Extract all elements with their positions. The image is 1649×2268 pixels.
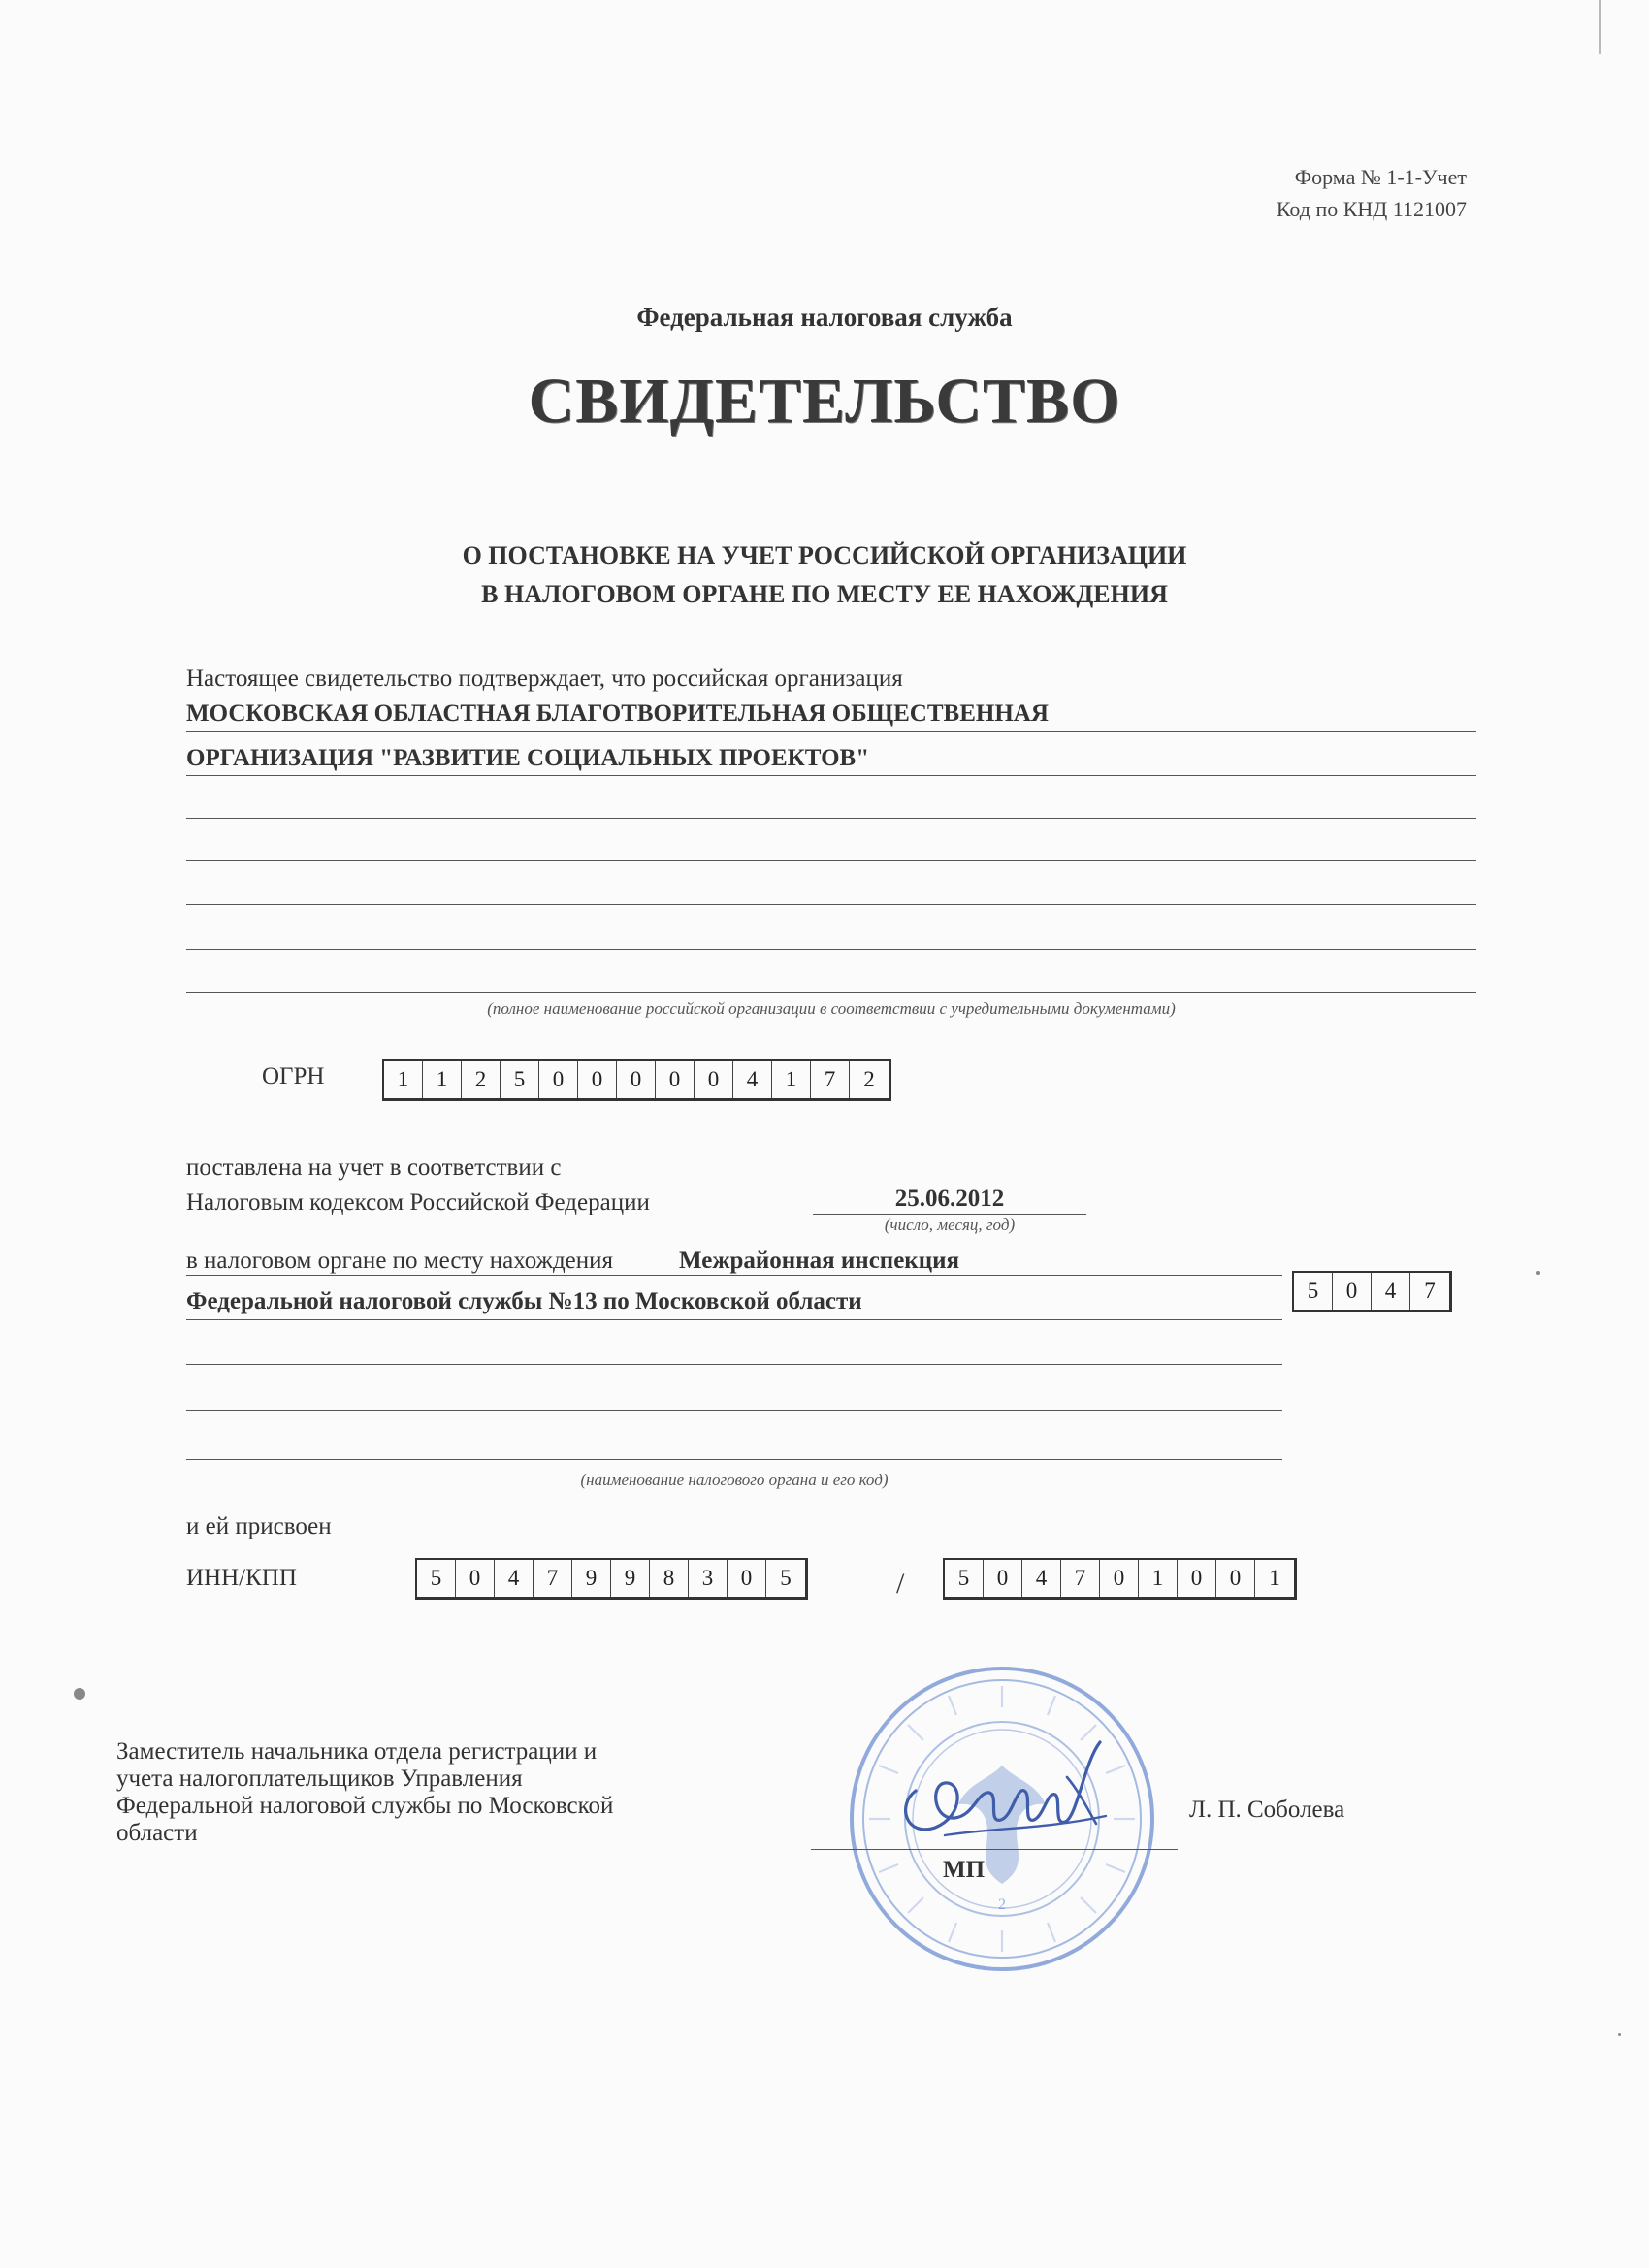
ogrn-digit: 0	[617, 1061, 656, 1098]
knd-code: Код по КНД 1121007	[1276, 197, 1467, 221]
date-rule	[813, 1214, 1086, 1215]
kpp-digit: 0	[1178, 1560, 1216, 1597]
kpp-digit: 1	[1139, 1560, 1178, 1597]
signatory-position-line-1: Заместитель начальника отдела регистрации и	[116, 1738, 598, 1765]
form-number: Форма № 1-1-Учет	[1294, 165, 1467, 189]
inn-digit: 3	[689, 1560, 728, 1597]
ogrn-digit: 0	[578, 1061, 617, 1098]
org-name-rule-2	[186, 775, 1476, 776]
registered-line-2: Налоговым кодексом Российской Федерации	[186, 1189, 650, 1215]
ogrn-digit: 4	[733, 1061, 772, 1098]
org-name-rule-1	[186, 731, 1476, 732]
date-caption: (число, месяц, год)	[884, 1215, 1016, 1234]
inn-digit: 4	[495, 1560, 534, 1597]
org-name-line-1: МОСКОВСКАЯ ОБЛАСТНАЯ БЛАГОТВОРИТЕЛЬНАЯ ОБЩЕСТВЕННАЯ	[186, 700, 1049, 727]
tax-code-digit: 0	[1333, 1273, 1372, 1310]
kpp-digit: 0	[984, 1560, 1022, 1597]
ogrn-digit: 1	[772, 1061, 811, 1098]
ogrn-digit: 0	[695, 1061, 733, 1098]
subtitle-line-1: О ПОСТАНОВКЕ НА УЧЕТ РОССИЙСКОЙ ОРГАНИЗАЦИИ	[462, 541, 1187, 569]
ogrn-digit: 1	[423, 1061, 462, 1098]
tax-code-digit: 4	[1372, 1273, 1410, 1310]
tax-authority-rule-2	[186, 1319, 1282, 1320]
kpp-digit: 0	[1100, 1560, 1139, 1597]
scan-edge-mark	[1599, 0, 1601, 54]
inn-boxes	[415, 1558, 808, 1600]
inn-digit: 7	[534, 1560, 572, 1597]
signatory-position-line-4: области	[116, 1820, 198, 1846]
signatory-position-line-3: Федеральной налоговой службы по Московской	[116, 1793, 614, 1819]
tax-authority-name-line-2: Федеральной налоговой службы №13 по Московской области	[186, 1288, 862, 1314]
signature-rule	[811, 1849, 1178, 1850]
scan-speck	[74, 1688, 85, 1700]
mp-label: МП	[943, 1857, 986, 1883]
ogrn-digit: 1	[384, 1061, 423, 1098]
ogrn-label: ОГРН	[262, 1063, 325, 1089]
kpp-boxes	[943, 1558, 1297, 1600]
ogrn-digit: 7	[811, 1061, 850, 1098]
org-name-caption: (полное наименование российской организации в соответствии с учредительными документами)	[487, 999, 1176, 1018]
inn-kpp-separator: /	[896, 1568, 905, 1600]
inn-digit: 5	[417, 1560, 456, 1597]
scan-speck	[1536, 1271, 1540, 1275]
registration-date: 25.06.2012	[894, 1185, 1005, 1212]
inn-digit: 0	[456, 1560, 495, 1597]
assigned-text: и ей присвоен	[186, 1513, 332, 1539]
inn-digit: 5	[780, 1566, 792, 1590]
tax-authority-code-boxes	[1292, 1271, 1452, 1312]
org-name-rule-4	[186, 860, 1476, 861]
inn-digit: 9	[611, 1560, 650, 1597]
tax-code-digit: 7	[1424, 1279, 1436, 1303]
ogrn-boxes	[382, 1059, 891, 1101]
intro-text: Настоящее свидетельство подтверждает, что российская организация	[186, 665, 903, 692]
subtitle	[0, 536, 1649, 614]
kpp-digit: 7	[1061, 1560, 1100, 1597]
ogrn-digit: 2	[462, 1061, 501, 1098]
subtitle-line-2: В НАЛОГОВОМ ОРГАНЕ ПО МЕСТУ ЕЕ НАХОЖДЕНИЯ	[481, 580, 1168, 608]
tax-authority-caption: (наименование налогового органа и его код)	[580, 1471, 889, 1489]
org-name-line-2: ОРГАНИЗАЦИЯ "РАЗВИТИЕ СОЦИАЛЬНЫХ ПРОЕКТОВ"	[186, 745, 870, 771]
org-name-rule-6	[186, 949, 1476, 950]
registered-line-1: поставлена на учет в соответствии с	[186, 1154, 562, 1181]
signature	[877, 1723, 1119, 1868]
page-title: СВИДЕТЕЛЬСТВО	[528, 366, 1121, 437]
kpp-digit: 0	[1216, 1560, 1255, 1597]
ogrn-digit: 0	[656, 1061, 695, 1098]
tax-authority-prefix: в налоговом органе по месту нахождения	[186, 1247, 614, 1274]
ogrn-digit: 2	[863, 1067, 875, 1091]
tax-authority-rule-4	[186, 1410, 1282, 1411]
org-name-rule-5	[186, 904, 1476, 905]
tax-code-digit: 5	[1294, 1273, 1333, 1310]
tax-authority-rule-1	[186, 1275, 1282, 1276]
kpp-digit: 1	[1269, 1566, 1280, 1590]
inn-digit: 0	[728, 1560, 766, 1597]
signatory-position	[116, 1738, 613, 1847]
service-name: Федеральная налоговая служба	[636, 303, 1013, 332]
org-name-rule-7	[186, 992, 1476, 993]
kpp-digit: 5	[945, 1560, 984, 1597]
tax-authority-rule-3	[186, 1364, 1282, 1365]
inn-digit: 9	[572, 1560, 611, 1597]
ogrn-digit: 5	[501, 1061, 539, 1098]
kpp-digit: 4	[1022, 1560, 1061, 1597]
tax-authority-rule-5	[186, 1459, 1282, 1460]
svg-text:2: 2	[998, 1896, 1006, 1913]
signatory-name: Л. П. Соболева	[1189, 1797, 1345, 1823]
org-name-rule-3	[186, 818, 1476, 819]
scan-speck	[1618, 2033, 1621, 2036]
tax-authority-name-line-1: Межрайонная инспекция	[679, 1247, 960, 1274]
signatory-position-line-2: учета налогоплательщиков Управления	[116, 1766, 523, 1792]
inn-digit: 8	[650, 1560, 689, 1597]
ogrn-digit: 0	[539, 1061, 578, 1098]
inn-kpp-label: ИНН/КПП	[186, 1565, 297, 1591]
